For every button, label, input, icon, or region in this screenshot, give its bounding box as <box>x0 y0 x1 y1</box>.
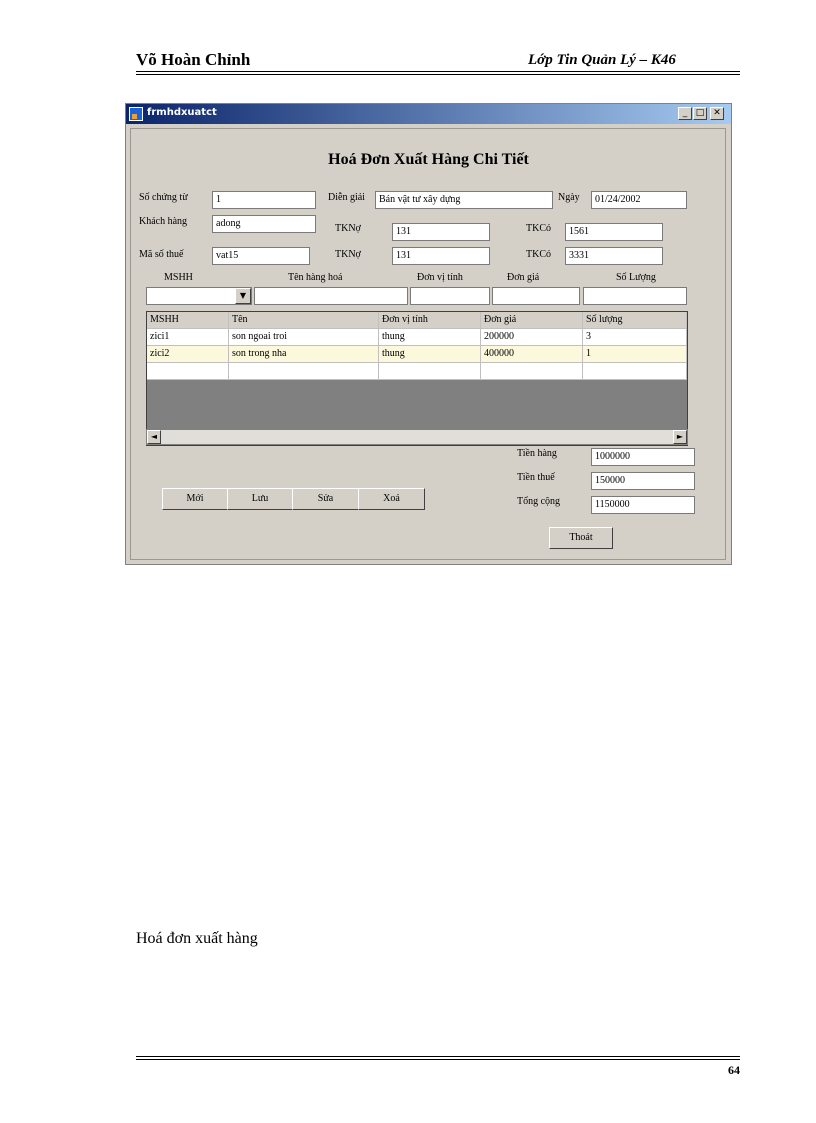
tien-thue-input[interactable]: 150000 <box>591 472 695 490</box>
don-vi-tinh-label: Đơn vị tính <box>417 272 463 283</box>
so-chung-tu-input[interactable]: 1 <box>212 191 316 209</box>
table-row-new[interactable] <box>147 363 687 380</box>
ma-so-thue-input[interactable]: vat15 <box>212 247 310 265</box>
header-rule <box>136 71 740 72</box>
grid-header-don-vi-tinh[interactable]: Đơn vị tính <box>379 312 481 329</box>
close-button[interactable]: ✕ <box>710 107 724 120</box>
grid-header-row <box>147 312 687 329</box>
tien-hang-input[interactable]: 1000000 <box>591 448 695 466</box>
header-rule-2 <box>136 74 740 75</box>
grid-cell: 3 <box>583 329 687 346</box>
tien-thue-label: Tiền thuế <box>517 472 555 483</box>
so-luong-label: Số Lượng <box>616 272 656 283</box>
tong-cong-input[interactable]: 1150000 <box>591 496 695 514</box>
minimize-button[interactable]: _ <box>678 107 692 120</box>
scroll-right-icon[interactable]: ► <box>673 430 687 444</box>
ten-hang-hoa-input[interactable] <box>254 287 408 305</box>
khach-hang-label: Khách hàng <box>139 216 188 227</box>
table-row[interactable] <box>147 346 687 363</box>
grid-cell: zici1 <box>147 329 229 346</box>
tong-cong-label: Tổng cộng <box>517 496 561 507</box>
grid-header-so-luong[interactable]: Số lượng <box>583 312 687 329</box>
tkno-2-label: TKNợ <box>335 249 361 260</box>
grid-cell: thung <box>379 329 481 346</box>
grid-header-don-gia[interactable]: Đơn giá <box>481 312 583 329</box>
grid-cell: 1 <box>583 346 687 363</box>
ngay-input[interactable]: 01/24/2002 <box>591 191 687 209</box>
figure-caption: Hoá đơn xuất hàng <box>136 930 258 947</box>
don-vi-tinh-input[interactable] <box>410 287 490 305</box>
grid-header-ten[interactable]: Tên <box>229 312 379 329</box>
grid-hscrollbar[interactable] <box>146 429 688 445</box>
maximize-button[interactable]: □ <box>693 107 707 120</box>
thoat-button[interactable]: Thoát <box>549 527 613 549</box>
grid-cell: 200000 <box>481 329 583 346</box>
window-title: frmhdxuatct <box>147 107 217 118</box>
grid-cell: zici2 <box>147 346 229 363</box>
dien-giai-label: Diễn giải <box>328 192 365 203</box>
detail-grid[interactable] <box>146 311 688 446</box>
mshh-label: MSHH <box>164 272 193 283</box>
mshh-combo[interactable] <box>146 287 252 305</box>
header-author: Võ Hoàn Chỉnh <box>136 50 251 69</box>
dien-giai-input[interactable]: Bán vật tư xây dựng <box>375 191 553 209</box>
footer-rule-2 <box>136 1059 740 1060</box>
ngay-label: Ngày <box>558 192 580 203</box>
grid-cell <box>229 363 379 380</box>
luu-button[interactable]: Lưu <box>227 488 293 510</box>
tkco-1-label: TKCó <box>526 223 551 234</box>
moi-button[interactable]: Mới <box>162 488 228 510</box>
don-gia-label: Đơn giá <box>507 272 540 283</box>
khach-hang-input[interactable]: adong <box>212 215 316 233</box>
sua-button[interactable]: Sửa <box>292 488 359 510</box>
grid-cell: thung <box>379 346 481 363</box>
ten-hang-hoa-label: Tên hàng hoá <box>288 272 343 283</box>
grid-cell <box>379 363 481 380</box>
tkco-2-input[interactable]: 3331 <box>565 247 663 265</box>
scroll-left-icon[interactable]: ◄ <box>147 430 161 444</box>
tkno-1-input[interactable]: 131 <box>392 223 490 241</box>
tien-hang-label: Tiền hàng <box>517 448 557 459</box>
tkco-2-label: TKCó <box>526 249 551 260</box>
ma-so-thue-label: Mã số thuế <box>139 249 184 260</box>
header-class: Lớp Tin Quản Lý – K46 <box>528 52 676 68</box>
grid-cell <box>583 363 687 380</box>
xoa-button[interactable]: Xoá <box>358 488 425 510</box>
don-gia-input[interactable] <box>492 287 580 305</box>
tkco-1-input[interactable]: 1561 <box>565 223 663 241</box>
grid-cell: son trong nha <box>229 346 379 363</box>
grid-cell <box>147 363 229 380</box>
page-number: 64 <box>728 1063 740 1077</box>
so-luong-input[interactable] <box>583 287 687 305</box>
chevron-down-icon[interactable]: ▼ <box>235 288 251 304</box>
invoice-window <box>125 103 732 565</box>
grid-cell <box>481 363 583 380</box>
grid-cell: 400000 <box>481 346 583 363</box>
tkno-2-input[interactable]: 131 <box>392 247 490 265</box>
so-chung-tu-label: Số chứng từ <box>139 192 188 203</box>
app-icon <box>129 107 143 121</box>
grid-cell: son ngoai troi <box>229 329 379 346</box>
window-titlebar <box>126 104 731 124</box>
table-row[interactable] <box>147 329 687 346</box>
grid-header-mshh[interactable]: MSHH <box>147 312 229 329</box>
form-title: Hoá Đơn Xuất Hàng Chi Tiết <box>328 151 529 168</box>
tkno-1-label: TKNợ <box>335 223 361 234</box>
footer-rule <box>136 1056 740 1057</box>
